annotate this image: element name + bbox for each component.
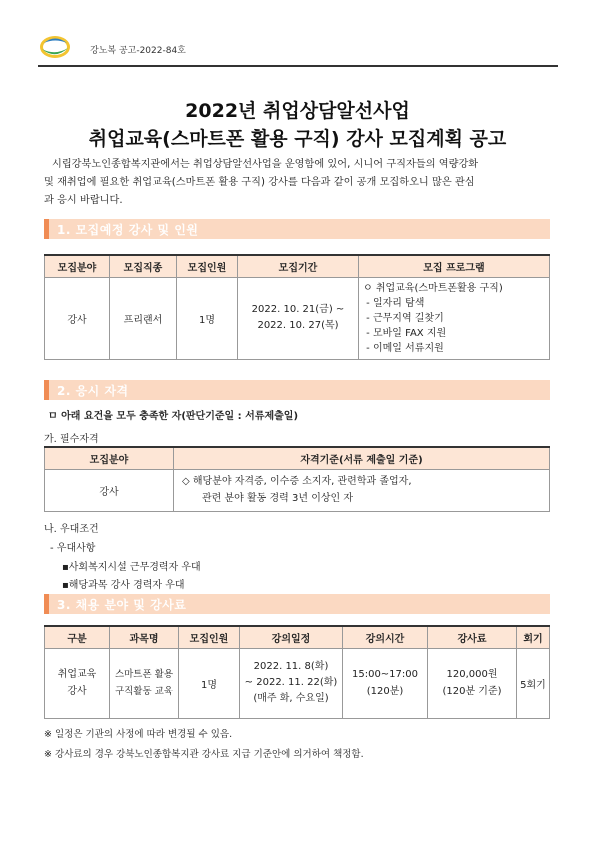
intro-line: 시립강북노인종합복지관에서는 취업상담알선사업을 운영함에 있어, 시니어 구직자들의 역량강화 bbox=[52, 159, 479, 170]
program-item: - 모바일 FAX 지원 bbox=[363, 327, 447, 339]
footnote: ※ 일정은 기관의 사정에 따라 변경될 수 있음. bbox=[44, 729, 233, 740]
table-header: 모집인원 bbox=[179, 626, 240, 648]
field-cell: 강사 bbox=[45, 277, 110, 359]
field-cell: 강사 bbox=[45, 469, 174, 511]
section-2-title: 2. 응시 자격 bbox=[57, 384, 129, 398]
section-1-header bbox=[44, 219, 550, 239]
period-start: 2022. 10. 21(금) ~ bbox=[251, 304, 345, 315]
criteria-cell bbox=[174, 469, 550, 511]
table-header: 모집인원 bbox=[177, 255, 238, 277]
subject-line: 구직활동 교육 bbox=[114, 686, 174, 697]
section-1-title: 1. 모집예정 강사 및 인원 bbox=[57, 223, 199, 237]
program-cell bbox=[359, 277, 550, 359]
criteria-line: ◇ 해당분야 자격증, 이수증 소지자, 관련학과 졸업자, bbox=[182, 476, 412, 487]
table-header: 과목명 bbox=[110, 626, 179, 648]
fee-line: (120분 기준) bbox=[442, 686, 502, 697]
preference-label: 나. 우대조건 bbox=[44, 524, 99, 535]
time-cell bbox=[343, 648, 428, 718]
preference-item: ▪사회복지시설 근무경력자 우대 bbox=[62, 562, 201, 573]
footnote: ※ 강사료의 경우 강북노인종합복지관 강사료 지급 기준안에 의거하여 책정함. bbox=[44, 749, 364, 760]
subject-cell bbox=[110, 648, 179, 718]
organization-logo-icon bbox=[38, 34, 72, 60]
schedule-line: ~ 2022. 11. 22(화) bbox=[244, 677, 338, 688]
preference-sublabel: - 우대사항 bbox=[50, 543, 96, 554]
subject-line: 스마트폰 활용 bbox=[114, 669, 174, 680]
qualification-lead: ㅁ 아래 요건을 모두 충족한 자(판단기준일 : 서류제출일) bbox=[48, 411, 299, 422]
table-header: 모집분야 bbox=[45, 255, 110, 277]
program-item: - 근무지역 길찾기 bbox=[363, 312, 444, 324]
section-3-header bbox=[44, 594, 550, 614]
required-qualifications-label: 가. 필수자격 bbox=[44, 434, 99, 445]
schedule-line: 2022. 11. 8(화) bbox=[253, 661, 329, 672]
table-header: 자격기준(서류 제출일 기준) bbox=[174, 447, 550, 469]
table-header: 구분 bbox=[45, 626, 110, 648]
schedule-line: (매주 화, 수요일) bbox=[253, 693, 329, 704]
table-header: 모집분야 bbox=[45, 447, 174, 469]
table-header-row bbox=[45, 255, 550, 277]
table-header-row bbox=[45, 447, 550, 469]
period-cell bbox=[238, 277, 359, 359]
job-cell: 프리랜서 bbox=[110, 277, 177, 359]
section-2-header bbox=[44, 380, 550, 400]
fee-cell bbox=[428, 648, 517, 718]
table-row bbox=[45, 648, 550, 718]
table-header: 모집기간 bbox=[238, 255, 359, 277]
table-header-row bbox=[45, 626, 550, 648]
table-header: 강사료 bbox=[428, 626, 517, 648]
table-header: 모집 프로그램 bbox=[359, 255, 550, 277]
intro-line: 및 재취업에 필요한 취업교육(스마트폰 활용 구직) 강사를 다음과 같이 공개 모집하오니 많은 관심 bbox=[44, 177, 475, 188]
page-title-line2: 취업교육(스마트폰 활용 구직) 강사 모집계획 공고 bbox=[88, 128, 507, 150]
schedule-cell bbox=[240, 648, 343, 718]
table-header: 강의일정 bbox=[240, 626, 343, 648]
criteria-line: 관련 분야 활동 경력 3년 이상인 자 bbox=[202, 493, 354, 504]
category-line: 강사 bbox=[67, 686, 87, 697]
category-line: 취업교육 bbox=[57, 669, 97, 680]
table-header: 회기 bbox=[517, 626, 550, 648]
intro-line: 과 응시 바랍니다. bbox=[44, 195, 123, 206]
page-title-line1: 2022년 취업상담알선사업 bbox=[185, 100, 410, 122]
fee-table bbox=[44, 625, 550, 719]
table-row bbox=[45, 277, 550, 359]
header-divider bbox=[38, 65, 558, 67]
count-cell: 1명 bbox=[177, 277, 238, 359]
table-row bbox=[45, 469, 550, 511]
qualification-table bbox=[44, 446, 550, 512]
table-header: 모집직종 bbox=[110, 255, 177, 277]
count-cell: 1명 bbox=[179, 648, 240, 718]
program-item: ㅇ 취업교육(스마트폰활용 구직) bbox=[363, 282, 503, 294]
preference-item: ▪해당과목 강사 경력자 우대 bbox=[62, 580, 185, 591]
period-end: 2022. 10. 27(목) bbox=[257, 320, 339, 331]
recruitment-table bbox=[44, 254, 550, 360]
category-cell bbox=[45, 648, 110, 718]
table-header: 강의시간 bbox=[343, 626, 428, 648]
program-item: - 이메일 서류지원 bbox=[363, 342, 444, 354]
time-line: 15:00~17:00 bbox=[351, 669, 418, 680]
time-line: (120분) bbox=[366, 686, 404, 697]
program-item: - 일자리 탐색 bbox=[363, 297, 425, 309]
intro-paragraph bbox=[44, 156, 554, 210]
sessions-cell: 5회기 bbox=[517, 648, 550, 718]
document-number: 강노복 공고-2022-84호 bbox=[90, 46, 186, 56]
document-header bbox=[38, 34, 560, 62]
section-3-title: 3. 채용 분야 및 강사료 bbox=[57, 598, 187, 612]
fee-line: 120,000원 bbox=[446, 669, 498, 680]
